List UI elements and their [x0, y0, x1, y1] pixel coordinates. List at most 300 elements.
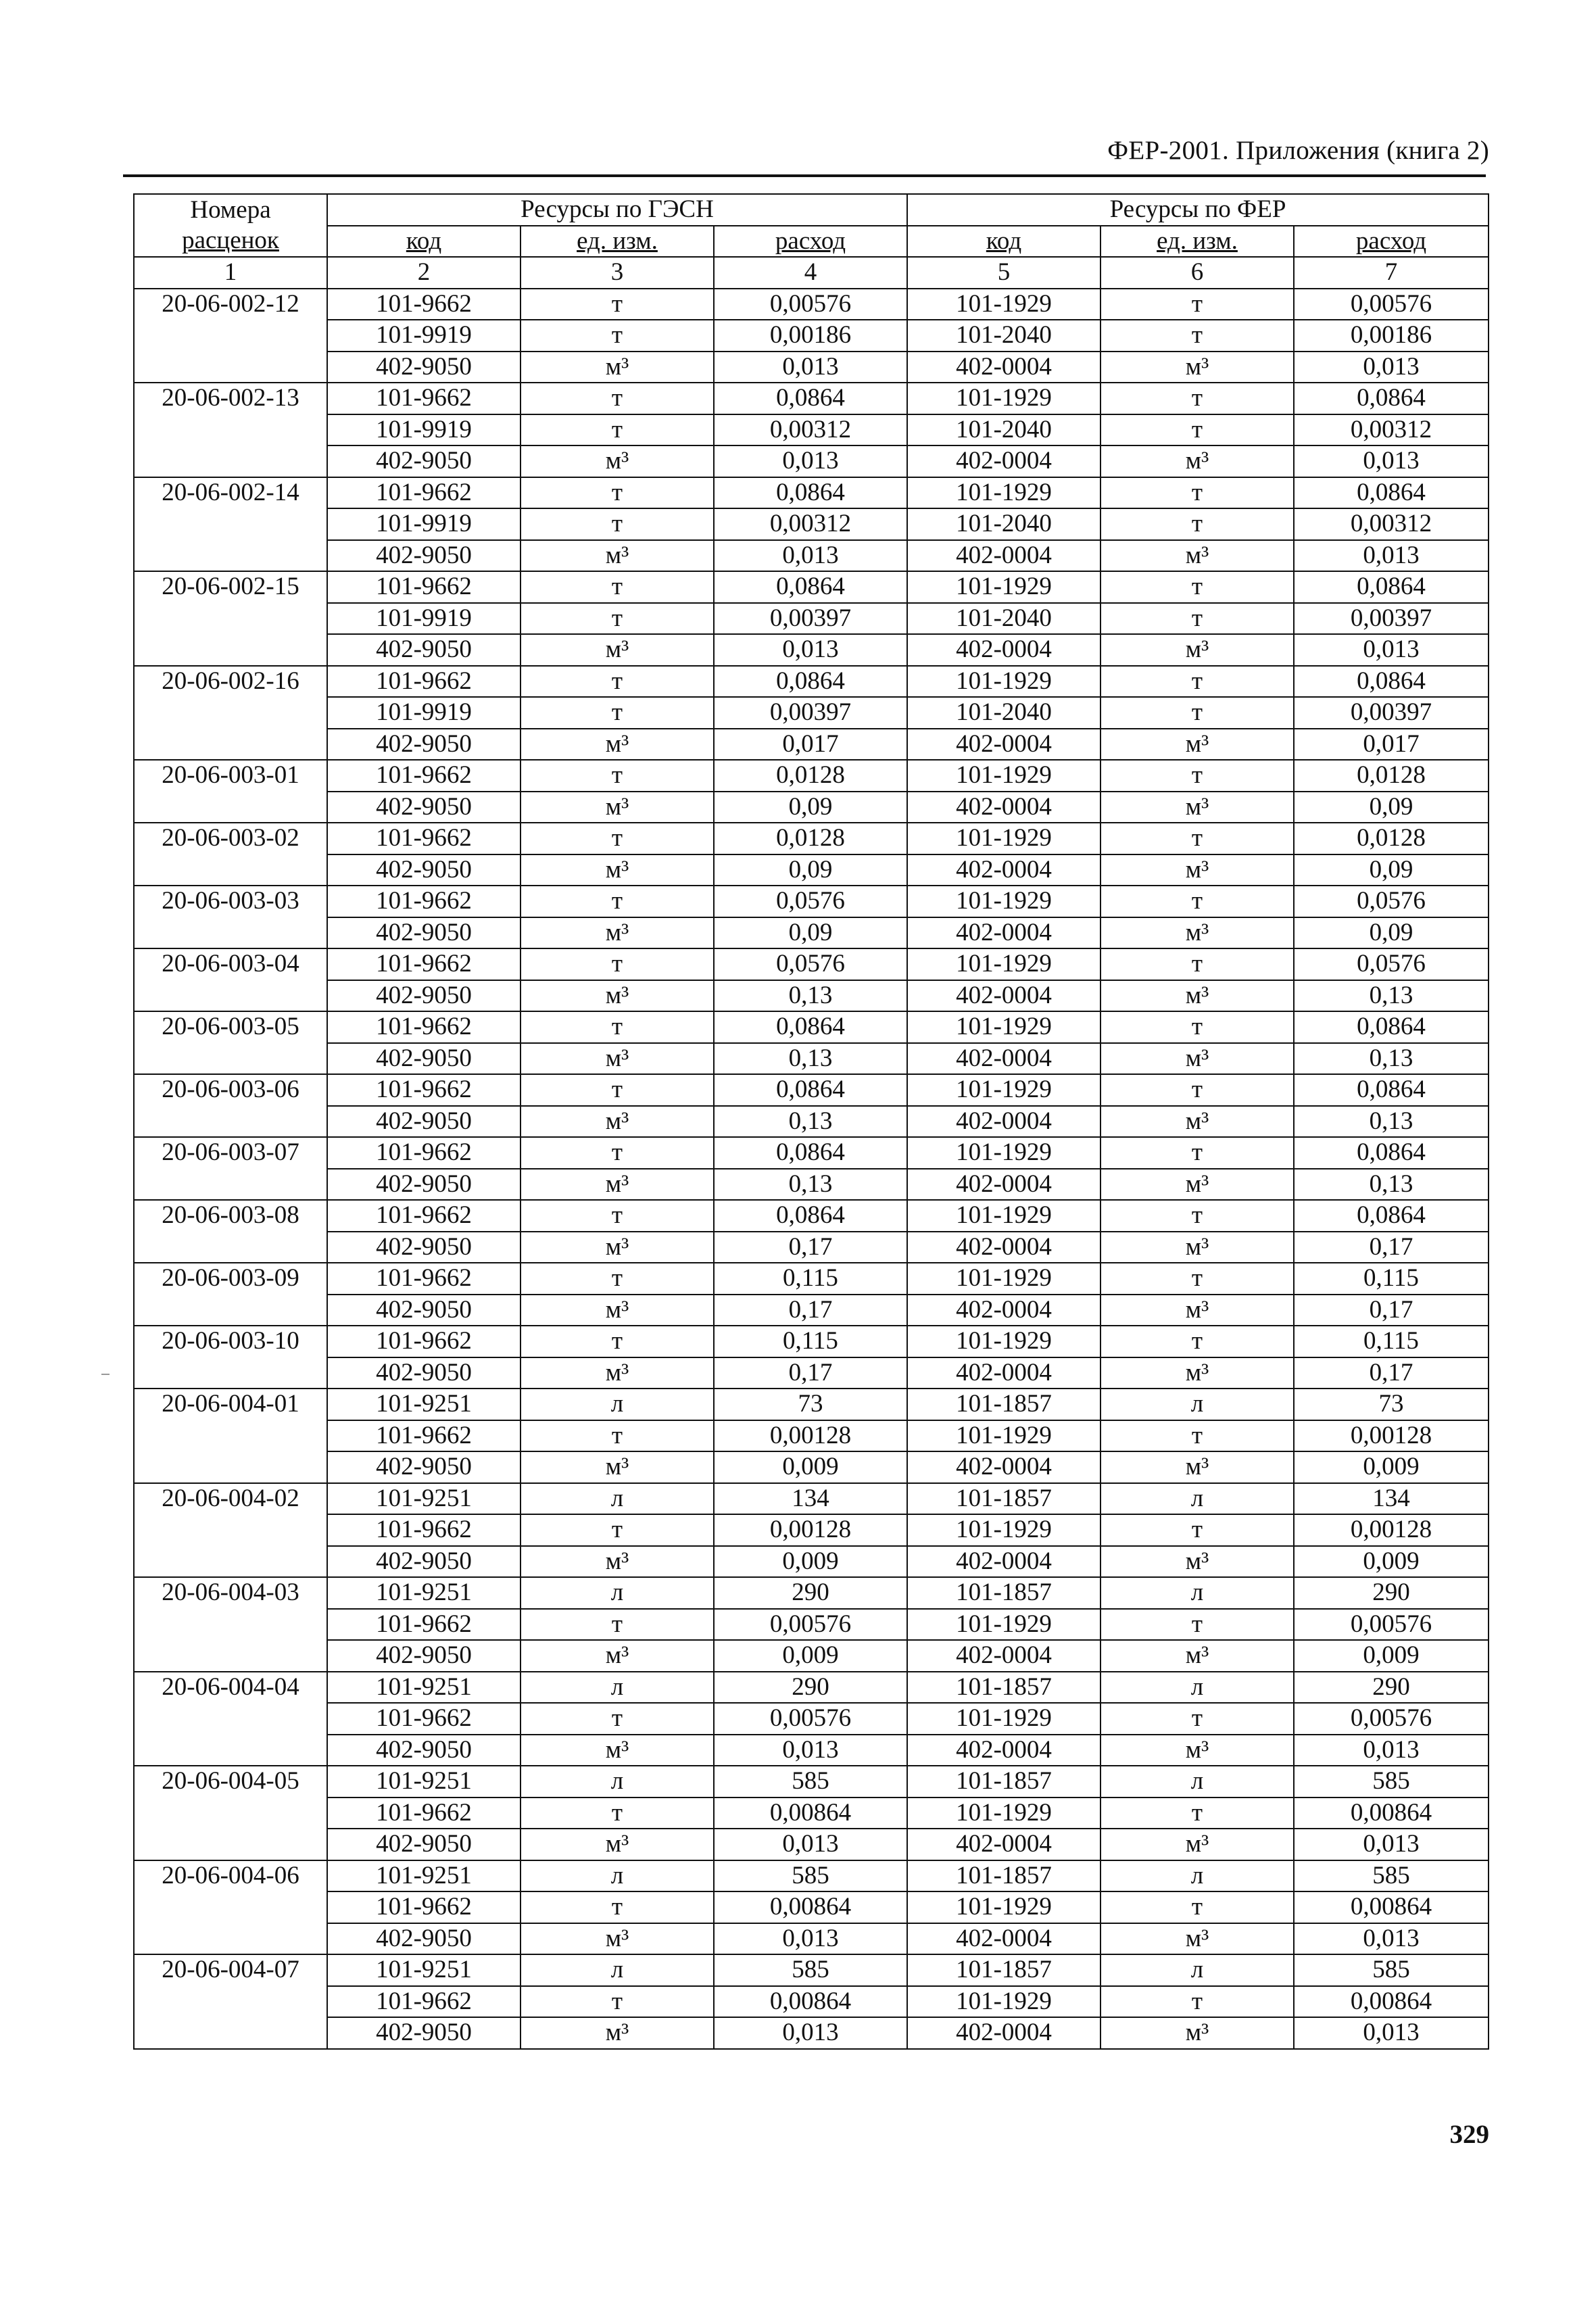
table-row — [134, 1891, 1489, 1923]
table-row — [134, 1232, 1489, 1263]
fer-code-cell: 402-0004 — [907, 980, 1101, 1012]
fer-unit-cell: т — [1101, 1514, 1294, 1546]
fer-consumption-cell: 0,009 — [1294, 1451, 1489, 1483]
fer-unit-cell: т — [1101, 603, 1294, 635]
table-row — [134, 1860, 1489, 1892]
fer-consumption-cell: 585 — [1294, 1766, 1489, 1798]
fer-consumption-heading: расход — [1294, 226, 1489, 258]
fer-code-cell: 402-0004 — [907, 1043, 1101, 1075]
fer-unit-cell: т — [1101, 289, 1294, 320]
fer-code-cell: 101-2040 — [907, 508, 1101, 540]
fer-consumption-cell: 0,00576 — [1294, 1609, 1489, 1641]
fer-unit-cell: т — [1101, 1200, 1294, 1232]
fer-consumption-cell: 0,00312 — [1294, 508, 1489, 540]
gesn-unit-cell: л — [521, 1860, 714, 1892]
table-row — [134, 1672, 1489, 1704]
table-row — [134, 414, 1489, 446]
fer-consumption-cell: 0,0576 — [1294, 886, 1489, 917]
gesn-code-cell: 402-9050 — [327, 352, 521, 383]
fer-consumption-cell: 0,0864 — [1294, 477, 1489, 509]
gesn-code-cell: 101-9919 — [327, 697, 521, 729]
gesn-consumption-cell: 0,013 — [714, 634, 907, 666]
gesn-consumption-cell: 0,13 — [714, 1169, 907, 1201]
table-row — [134, 1514, 1489, 1546]
fer-unit-cell: м³ — [1101, 1043, 1294, 1075]
fer-consumption-cell: 0,00864 — [1294, 1891, 1489, 1923]
rate-number-cell: 20-06-002-14 — [134, 477, 327, 572]
gesn-consumption-cell: 0,0864 — [714, 1137, 907, 1169]
gesn-consumption-cell: 0,115 — [714, 1326, 907, 1357]
fer-unit-cell: м³ — [1101, 729, 1294, 761]
fer-code-cell: 101-1929 — [907, 948, 1101, 980]
table-row — [134, 603, 1489, 635]
fer-code-cell: 101-1929 — [907, 477, 1101, 509]
table-row — [134, 1011, 1489, 1043]
fer-unit-cell: т — [1101, 1798, 1294, 1829]
rate-number-cell: 20-06-002-12 — [134, 289, 327, 383]
fer-code-cell: 101-1929 — [907, 1074, 1101, 1106]
table-row — [134, 1263, 1489, 1295]
gesn-code-cell: 101-9662 — [327, 886, 521, 917]
fer-consumption-cell: 0,013 — [1294, 445, 1489, 477]
gesn-consumption-cell: 0,17 — [714, 1232, 907, 1263]
gesn-consumption-cell: 585 — [714, 1860, 907, 1892]
fer-code-cell: 101-2040 — [907, 603, 1101, 635]
fer-unit-cell: л — [1101, 1483, 1294, 1515]
fer-unit-cell: л — [1101, 1860, 1294, 1892]
gesn-code-cell: 101-9662 — [327, 571, 521, 603]
gesn-consumption-cell: 0,009 — [714, 1640, 907, 1672]
gesn-unit-cell: м³ — [521, 729, 714, 761]
fer-code-cell: 101-1929 — [907, 1011, 1101, 1043]
fer-consumption-cell: 0,00186 — [1294, 320, 1489, 352]
fer-unit-cell: т — [1101, 1986, 1294, 2018]
gesn-consumption-cell: 0,17 — [714, 1357, 907, 1389]
fer-code-heading: код — [907, 226, 1101, 258]
fer-consumption-cell: 0,013 — [1294, 1829, 1489, 1860]
fer-unit-cell: м³ — [1101, 2017, 1294, 2049]
gesn-consumption-cell: 0,017 — [714, 729, 907, 761]
gesn-consumption-cell: 0,013 — [714, 1735, 907, 1766]
fer-unit-cell: м³ — [1101, 1106, 1294, 1138]
fer-consumption-cell: 0,013 — [1294, 1735, 1489, 1766]
fer-unit-cell: т — [1101, 697, 1294, 729]
column-number: 3 — [521, 257, 714, 289]
rate-number-cell: 20-06-003-02 — [134, 823, 327, 886]
gesn-consumption-cell: 0,09 — [714, 854, 907, 886]
table-row — [134, 1483, 1489, 1515]
fer-consumption-cell: 0,0864 — [1294, 1011, 1489, 1043]
fer-unit-cell: т — [1101, 948, 1294, 980]
fer-code-cell: 101-1857 — [907, 1860, 1101, 1892]
running-header: ФЕР-2001. Приложения (книга 2) — [1107, 136, 1489, 165]
gesn-code-cell: 101-9662 — [327, 383, 521, 414]
gesn-consumption-cell: 0,0864 — [714, 1074, 907, 1106]
fer-consumption-cell: 0,00128 — [1294, 1420, 1489, 1452]
gesn-code-cell: 402-9050 — [327, 729, 521, 761]
fer-unit-cell: м³ — [1101, 1923, 1294, 1955]
table-row — [134, 1451, 1489, 1483]
gesn-consumption-cell: 0,00397 — [714, 603, 907, 635]
gesn-consumption-cell: 0,0576 — [714, 948, 907, 980]
fer-unit-cell: л — [1101, 1766, 1294, 1798]
gesn-consumption-cell: 290 — [714, 1672, 907, 1704]
fer-consumption-cell: 0,009 — [1294, 1640, 1489, 1672]
fer-consumption-cell: 0,013 — [1294, 352, 1489, 383]
rate-number-cell: 20-06-003-10 — [134, 1326, 327, 1389]
gesn-consumption-cell: 0,0864 — [714, 571, 907, 603]
gesn-unit-cell: м³ — [521, 1640, 714, 1672]
fer-code-cell: 402-0004 — [907, 1923, 1101, 1955]
fer-code-cell: 402-0004 — [907, 1735, 1101, 1766]
rate-number-cell: 20-06-003-04 — [134, 948, 327, 1011]
gesn-code-cell: 101-9919 — [327, 508, 521, 540]
rate-number-cell: 20-06-003-03 — [134, 886, 327, 948]
table-row — [134, 666, 1489, 698]
gesn-consumption-cell: 0,013 — [714, 445, 907, 477]
fer-code-cell: 101-1857 — [907, 1577, 1101, 1609]
gesn-unit-cell: т — [521, 1986, 714, 2018]
gesn-unit-cell: м³ — [521, 1357, 714, 1389]
table-row — [134, 886, 1489, 917]
table-row — [134, 383, 1489, 414]
fer-unit-cell: т — [1101, 760, 1294, 792]
gesn-unit-cell: м³ — [521, 980, 714, 1012]
gesn-consumption-cell: 0,0128 — [714, 760, 907, 792]
fer-unit-cell: т — [1101, 666, 1294, 698]
fer-code-cell: 402-0004 — [907, 1829, 1101, 1860]
table-row — [134, 1986, 1489, 2018]
fer-consumption-cell: 0,09 — [1294, 792, 1489, 823]
table-row — [134, 634, 1489, 666]
gesn-consumption-cell: 0,013 — [714, 2017, 907, 2049]
gesn-code-cell: 101-9662 — [327, 1798, 521, 1829]
fer-code-cell: 402-0004 — [907, 1232, 1101, 1263]
gesn-unit-cell: л — [521, 1389, 714, 1420]
fer-unit-cell: т — [1101, 1703, 1294, 1735]
gesn-unit-cell: м³ — [521, 634, 714, 666]
fer-code-cell: 101-1929 — [907, 1263, 1101, 1295]
gesn-consumption-cell: 0,00186 — [714, 320, 907, 352]
gesn-code-cell: 402-9050 — [327, 1923, 521, 1955]
gesn-code-cell: 101-9662 — [327, 1326, 521, 1357]
gesn-unit-cell: м³ — [521, 445, 714, 477]
fer-consumption-cell: 585 — [1294, 1860, 1489, 1892]
gesn-code-cell: 402-9050 — [327, 1106, 521, 1138]
gesn-unit-cell: м³ — [521, 1295, 714, 1326]
fer-consumption-cell: 0,017 — [1294, 729, 1489, 761]
fer-code-cell: 101-1857 — [907, 1483, 1101, 1515]
rate-number-cell: 20-06-003-08 — [134, 1200, 327, 1263]
gesn-code-cell: 101-9662 — [327, 1514, 521, 1546]
gesn-consumption-cell: 0,00397 — [714, 697, 907, 729]
gesn-consumption-cell: 0,013 — [714, 352, 907, 383]
gesn-resources-heading: Ресурсы по ГЭСН — [327, 194, 907, 226]
table-row — [134, 1766, 1489, 1798]
rate-number-cell: 20-06-004-05 — [134, 1766, 327, 1860]
fer-unit-cell: м³ — [1101, 1232, 1294, 1263]
fer-unit-cell: л — [1101, 1389, 1294, 1420]
fer-code-cell: 402-0004 — [907, 540, 1101, 572]
gesn-unit-cell: м³ — [521, 1923, 714, 1955]
gesn-consumption-cell: 0,09 — [714, 792, 907, 823]
fer-unit-cell: м³ — [1101, 1829, 1294, 1860]
fer-consumption-cell: 0,09 — [1294, 854, 1489, 886]
gesn-consumption-cell: 0,0864 — [714, 1200, 907, 1232]
column-number: 1 — [134, 257, 327, 289]
column-number: 7 — [1294, 257, 1489, 289]
fer-unit-cell: т — [1101, 1891, 1294, 1923]
gesn-code-heading: код — [327, 226, 521, 258]
gesn-code-cell: 402-9050 — [327, 1829, 521, 1860]
fer-code-cell: 402-0004 — [907, 445, 1101, 477]
gesn-code-cell: 101-9251 — [327, 1389, 521, 1420]
column-number: 4 — [714, 257, 907, 289]
fer-code-cell: 101-1929 — [907, 571, 1101, 603]
gesn-consumption-cell: 0,00128 — [714, 1514, 907, 1546]
gesn-consumption-heading: расход — [714, 226, 907, 258]
table-row — [134, 1577, 1489, 1609]
rate-number-cell: 20-06-003-06 — [134, 1074, 327, 1137]
rate-number-cell: 20-06-004-04 — [134, 1672, 327, 1766]
fer-unit-cell: т — [1101, 886, 1294, 917]
fer-consumption-cell: 0,13 — [1294, 1169, 1489, 1201]
gesn-consumption-cell: 0,00864 — [714, 1798, 907, 1829]
fer-code-cell: 101-1929 — [907, 1703, 1101, 1735]
fer-unit-cell: т — [1101, 414, 1294, 446]
gesn-unit-cell: т — [521, 1326, 714, 1357]
fer-code-cell: 101-1929 — [907, 1200, 1101, 1232]
gesn-code-cell: 101-9662 — [327, 477, 521, 509]
fer-unit-cell: т — [1101, 1137, 1294, 1169]
fer-unit-cell: м³ — [1101, 1295, 1294, 1326]
gesn-unit-cell: т — [521, 886, 714, 917]
gesn-unit-cell: т — [521, 1011, 714, 1043]
gesn-consumption-cell: 0,09 — [714, 917, 907, 949]
table-row — [134, 1420, 1489, 1452]
fer-unit-cell: м³ — [1101, 1357, 1294, 1389]
gesn-code-cell: 101-9251 — [327, 1860, 521, 1892]
fer-code-cell: 101-1929 — [907, 1420, 1101, 1452]
table-row — [134, 760, 1489, 792]
gesn-consumption-cell: 0,009 — [714, 1451, 907, 1483]
gesn-unit-cell: т — [521, 823, 714, 854]
fer-consumption-cell: 0,0864 — [1294, 1074, 1489, 1106]
table-row — [134, 1357, 1489, 1389]
table-row — [134, 1954, 1489, 1986]
fer-consumption-cell: 0,00312 — [1294, 414, 1489, 446]
fer-code-cell: 101-1929 — [907, 383, 1101, 414]
gesn-unit-cell: м³ — [521, 1232, 714, 1263]
gesn-unit-cell: т — [521, 1703, 714, 1735]
gesn-unit-cell: т — [521, 320, 714, 352]
gesn-unit-cell: м³ — [521, 1169, 714, 1201]
gesn-consumption-cell: 0,00576 — [714, 1703, 907, 1735]
table-row — [134, 1106, 1489, 1138]
gesn-code-cell: 101-9662 — [327, 948, 521, 980]
fer-code-cell: 402-0004 — [907, 1106, 1101, 1138]
fer-unit-cell: м³ — [1101, 1451, 1294, 1483]
gesn-consumption-cell: 0,17 — [714, 1295, 907, 1326]
gesn-consumption-cell: 0,00128 — [714, 1420, 907, 1452]
fer-unit-cell: т — [1101, 477, 1294, 509]
gesn-consumption-cell: 0,13 — [714, 1043, 907, 1075]
fer-unit-cell: м³ — [1101, 917, 1294, 949]
gesn-consumption-cell: 0,013 — [714, 540, 907, 572]
gesn-unit-cell: м³ — [521, 2017, 714, 2049]
fer-consumption-cell: 0,13 — [1294, 1043, 1489, 1075]
gesn-unit-cell: т — [521, 1420, 714, 1452]
fer-code-cell: 101-1929 — [907, 823, 1101, 854]
fer-code-cell: 402-0004 — [907, 1357, 1101, 1389]
rate-numbers-heading-line1: Номера — [134, 194, 327, 226]
table-row — [134, 1326, 1489, 1357]
gesn-unit-cell: т — [521, 1798, 714, 1829]
table-row — [134, 1640, 1489, 1672]
table-row — [134, 1546, 1489, 1578]
fer-unit-heading: ед. изм. — [1101, 226, 1294, 258]
gesn-consumption-cell: 0,0864 — [714, 1011, 907, 1043]
gesn-code-cell: 101-9662 — [327, 1703, 521, 1735]
gesn-unit-cell: м³ — [521, 854, 714, 886]
gesn-code-cell: 402-9050 — [327, 1546, 521, 1578]
fer-code-cell: 101-1857 — [907, 1672, 1101, 1704]
gesn-unit-cell: м³ — [521, 917, 714, 949]
gesn-unit-cell: т — [521, 383, 714, 414]
gesn-consumption-cell: 0,115 — [714, 1263, 907, 1295]
gesn-code-cell: 402-9050 — [327, 445, 521, 477]
fer-code-cell: 101-1929 — [907, 1609, 1101, 1641]
gesn-code-cell: 101-9251 — [327, 1954, 521, 1986]
gesn-unit-cell: т — [521, 1514, 714, 1546]
fer-code-cell: 101-1857 — [907, 1954, 1101, 1986]
gesn-unit-cell: т — [521, 1137, 714, 1169]
fer-consumption-cell: 0,013 — [1294, 540, 1489, 572]
fer-consumption-cell: 0,17 — [1294, 1357, 1489, 1389]
fer-code-cell: 101-2040 — [907, 414, 1101, 446]
fer-unit-cell: т — [1101, 823, 1294, 854]
gesn-code-cell: 101-9662 — [327, 1986, 521, 2018]
fer-unit-cell: м³ — [1101, 854, 1294, 886]
gesn-code-cell: 101-9662 — [327, 1074, 521, 1106]
gesn-code-cell: 101-9662 — [327, 1420, 521, 1452]
gesn-code-cell: 402-9050 — [327, 1232, 521, 1263]
fer-code-cell: 101-1929 — [907, 666, 1101, 698]
gesn-code-cell: 402-9050 — [327, 1043, 521, 1075]
rate-number-cell: 20-06-003-07 — [134, 1137, 327, 1200]
table-row — [134, 823, 1489, 854]
gesn-unit-cell: м³ — [521, 1451, 714, 1483]
table-row — [134, 477, 1489, 509]
table-row — [134, 352, 1489, 383]
gesn-unit-cell: т — [521, 1263, 714, 1295]
fer-code-cell: 101-1929 — [907, 1986, 1101, 2018]
fer-code-cell: 101-1857 — [907, 1389, 1101, 1420]
gesn-code-cell: 101-9919 — [327, 414, 521, 446]
fer-consumption-cell: 0,00397 — [1294, 697, 1489, 729]
fer-unit-cell: т — [1101, 383, 1294, 414]
fer-consumption-cell: 0,115 — [1294, 1263, 1489, 1295]
gesn-code-cell: 402-9050 — [327, 1451, 521, 1483]
table-row — [134, 289, 1489, 320]
fer-consumption-cell: 0,09 — [1294, 917, 1489, 949]
fer-unit-cell: м³ — [1101, 634, 1294, 666]
gesn-unit-cell: т — [521, 1074, 714, 1106]
rate-number-cell: 20-06-002-13 — [134, 383, 327, 477]
rate-number-cell: 20-06-004-06 — [134, 1860, 327, 1955]
fer-code-cell: 101-1929 — [907, 1798, 1101, 1829]
gesn-consumption-cell: 0,0128 — [714, 823, 907, 854]
fer-consumption-cell: 0,00576 — [1294, 289, 1489, 320]
fer-unit-cell: т — [1101, 1263, 1294, 1295]
gesn-consumption-cell: 0,00312 — [714, 414, 907, 446]
table-row — [134, 1074, 1489, 1106]
gesn-unit-cell: м³ — [521, 1043, 714, 1075]
gesn-code-cell: 101-9662 — [327, 666, 521, 698]
table-row — [134, 1609, 1489, 1641]
column-number: 2 — [327, 257, 521, 289]
fer-unit-cell: т — [1101, 508, 1294, 540]
fer-code-cell: 101-1929 — [907, 1137, 1101, 1169]
fer-consumption-cell: 585 — [1294, 1954, 1489, 1986]
gesn-unit-heading: ед. изм. — [521, 226, 714, 258]
gesn-consumption-cell: 0,00864 — [714, 1891, 907, 1923]
fer-consumption-cell: 134 — [1294, 1483, 1489, 1515]
fer-unit-cell: т — [1101, 1326, 1294, 1357]
gesn-unit-cell: л — [521, 1766, 714, 1798]
fer-consumption-cell: 73 — [1294, 1389, 1489, 1420]
fer-resources-heading: Ресурсы по ФЕР — [907, 194, 1489, 226]
gesn-code-cell: 402-9050 — [327, 2017, 521, 2049]
gesn-code-cell: 101-9662 — [327, 823, 521, 854]
fer-unit-cell: л — [1101, 1954, 1294, 1986]
gesn-unit-cell: м³ — [521, 1829, 714, 1860]
fer-code-cell: 402-0004 — [907, 854, 1101, 886]
fer-unit-cell: т — [1101, 1420, 1294, 1452]
gesn-unit-cell: м³ — [521, 352, 714, 383]
gesn-unit-cell: т — [521, 760, 714, 792]
fer-consumption-cell: 0,0864 — [1294, 1200, 1489, 1232]
gesn-consumption-cell: 0,0864 — [714, 477, 907, 509]
gesn-code-cell: 402-9050 — [327, 540, 521, 572]
gesn-consumption-cell: 0,13 — [714, 980, 907, 1012]
rate-number-cell: 20-06-004-07 — [134, 1954, 327, 2049]
gesn-consumption-cell: 290 — [714, 1577, 907, 1609]
fer-code-cell: 402-0004 — [907, 1451, 1101, 1483]
fer-code-cell: 402-0004 — [907, 2017, 1101, 2049]
gesn-unit-cell: м³ — [521, 1106, 714, 1138]
fer-code-cell: 101-1929 — [907, 1891, 1101, 1923]
fer-code-cell: 402-0004 — [907, 352, 1101, 383]
gesn-code-cell: 402-9050 — [327, 917, 521, 949]
rate-number-cell: 20-06-002-15 — [134, 571, 327, 666]
rate-number-cell: 20-06-004-02 — [134, 1483, 327, 1578]
table-row — [134, 1923, 1489, 1955]
gesn-code-cell: 101-9251 — [327, 1577, 521, 1609]
fer-code-cell: 402-0004 — [907, 1295, 1101, 1326]
margin-mark — [101, 1374, 110, 1375]
gesn-unit-cell: т — [521, 414, 714, 446]
gesn-code-cell: 101-9919 — [327, 320, 521, 352]
fer-code-cell: 101-1929 — [907, 1326, 1101, 1357]
fer-unit-cell: л — [1101, 1672, 1294, 1704]
table-row — [134, 917, 1489, 949]
gesn-unit-cell: т — [521, 508, 714, 540]
fer-unit-cell: м³ — [1101, 980, 1294, 1012]
fer-consumption-cell: 0,13 — [1294, 1106, 1489, 1138]
fer-code-cell: 101-1929 — [907, 289, 1101, 320]
rate-numbers-heading-line2: расценок — [134, 226, 327, 258]
